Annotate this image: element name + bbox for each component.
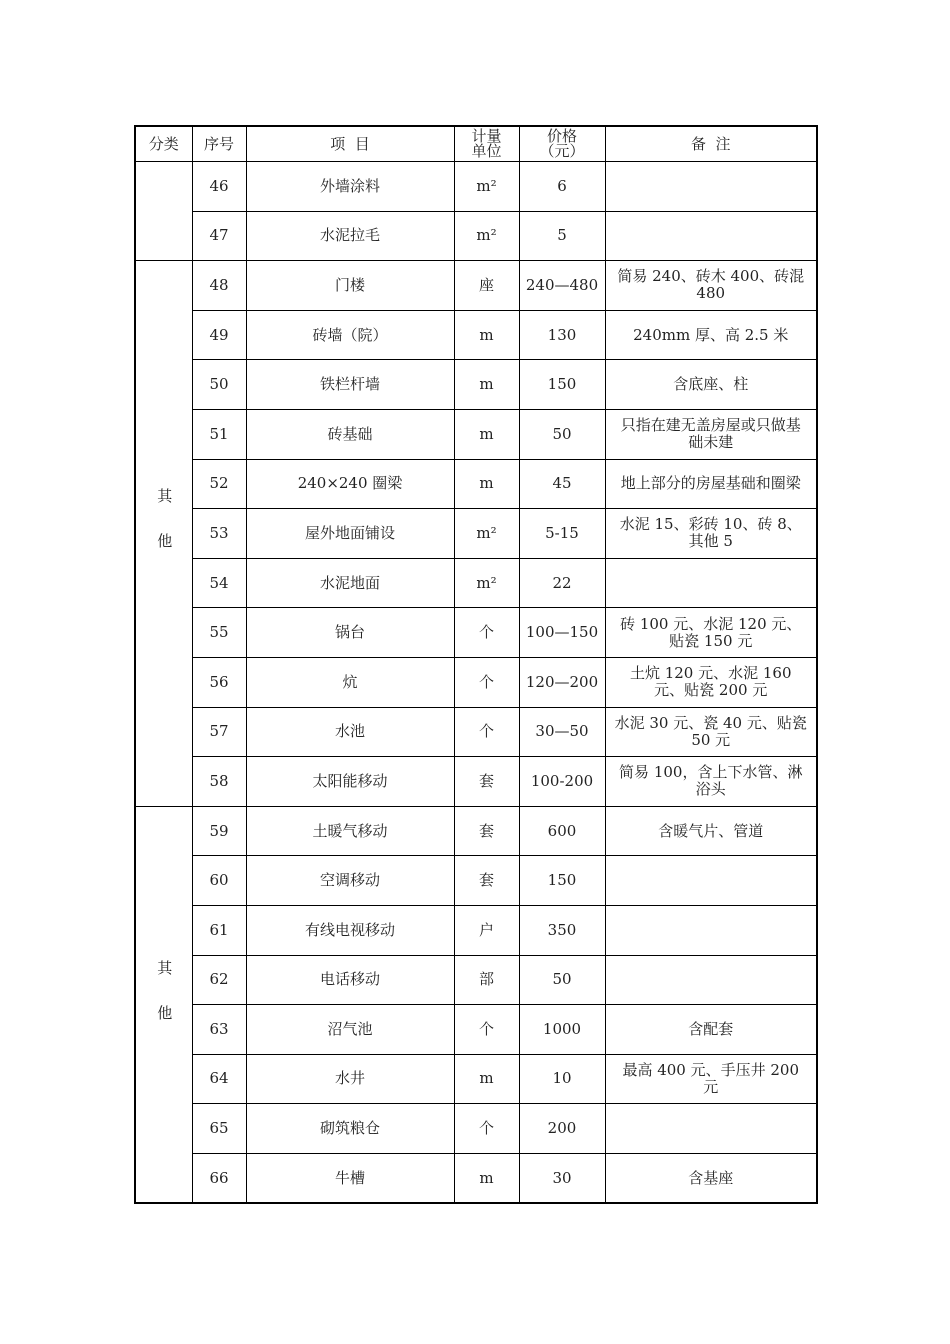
table-row	[135, 162, 817, 212]
seq-cell: 50	[192, 360, 246, 410]
price-cell: 50	[519, 409, 605, 459]
item-cell: 锅台	[246, 608, 454, 658]
table-row	[135, 707, 817, 757]
item-cell: 水泥地面	[246, 558, 454, 608]
table-row	[135, 261, 817, 311]
seq-cell: 48	[192, 261, 246, 311]
seq-cell: 55	[192, 608, 246, 658]
price-cell: 5	[519, 211, 605, 261]
note-cell: 含配套	[605, 1005, 817, 1055]
seq-cell: 49	[192, 310, 246, 360]
note-cell	[605, 558, 817, 608]
table-row	[135, 657, 817, 707]
category-cell	[135, 162, 192, 261]
unit-cell: 个	[454, 657, 519, 707]
price-cell: 6	[519, 162, 605, 212]
price-cell: 150	[519, 360, 605, 410]
seq-cell: 66	[192, 1153, 246, 1203]
price-cell: 30	[519, 1153, 605, 1203]
header-row	[135, 126, 817, 162]
table-row	[135, 310, 817, 360]
price-cell: 1000	[519, 1005, 605, 1055]
seq-cell: 62	[192, 955, 246, 1005]
table-row	[135, 1054, 817, 1104]
item-cell: 铁栏杆墙	[246, 360, 454, 410]
seq-cell: 57	[192, 707, 246, 757]
table-row	[135, 509, 817, 559]
item-cell: 水泥拉毛	[246, 211, 454, 261]
price-cell: 100-200	[519, 757, 605, 807]
unit-cell: m	[454, 1054, 519, 1104]
item-cell: 屋外地面铺设	[246, 509, 454, 559]
unit-cell: m²	[454, 558, 519, 608]
unit-cell: 户	[454, 905, 519, 955]
price-cell: 600	[519, 806, 605, 856]
price-table	[134, 125, 818, 1204]
seq-cell: 52	[192, 459, 246, 509]
seq-cell: 56	[192, 657, 246, 707]
header-category: 分类	[135, 126, 192, 162]
note-cell	[605, 905, 817, 955]
unit-cell: 套	[454, 856, 519, 906]
price-cell: 120—200	[519, 657, 605, 707]
price-cell: 45	[519, 459, 605, 509]
unit-cell: 套	[454, 757, 519, 807]
price-cell: 22	[519, 558, 605, 608]
price-cell: 100—150	[519, 608, 605, 658]
item-cell: 沼气池	[246, 1005, 454, 1055]
table-row	[135, 905, 817, 955]
note-cell: 含基座	[605, 1153, 817, 1203]
seq-cell: 53	[192, 509, 246, 559]
item-cell: 炕	[246, 657, 454, 707]
header-unit-line2: 单位	[471, 142, 502, 160]
seq-cell: 51	[192, 409, 246, 459]
unit-cell: m	[454, 360, 519, 410]
header-price-line2: （元）	[539, 142, 585, 160]
item-cell: 太阳能移动	[246, 757, 454, 807]
table-row	[135, 409, 817, 459]
note-cell: 简易 240、砖木 400、砖混 480	[605, 261, 817, 311]
seq-cell: 60	[192, 856, 246, 906]
note-cell: 土炕 120 元、水泥 160 元、贴瓷 200 元	[605, 657, 817, 707]
item-cell: 240×240 圈梁	[246, 459, 454, 509]
price-cell: 150	[519, 856, 605, 906]
item-cell: 有线电视移动	[246, 905, 454, 955]
seq-cell: 58	[192, 757, 246, 807]
item-cell: 外墙涂料	[246, 162, 454, 212]
price-table-body	[135, 126, 817, 1203]
item-cell: 空调移动	[246, 856, 454, 906]
item-cell: 电话移动	[246, 955, 454, 1005]
unit-cell: 座	[454, 261, 519, 311]
note-cell: 砖 100 元、水泥 120 元、贴瓷 150 元	[605, 608, 817, 658]
unit-cell: 个	[454, 1104, 519, 1154]
table-row	[135, 757, 817, 807]
unit-cell: 套	[454, 806, 519, 856]
unit-cell: 个	[454, 1005, 519, 1055]
note-cell: 地上部分的房屋基础和圈梁	[605, 459, 817, 509]
note-cell: 简易 100，含上下水管、淋浴头	[605, 757, 817, 807]
table-row	[135, 558, 817, 608]
category-cell: 其他	[135, 261, 192, 807]
unit-cell: m²	[454, 162, 519, 212]
table-row	[135, 1153, 817, 1203]
seq-cell: 65	[192, 1104, 246, 1154]
price-cell: 200	[519, 1104, 605, 1154]
price-cell: 10	[519, 1054, 605, 1104]
note-cell	[605, 1104, 817, 1154]
note-cell: 水泥 30 元、瓷 40 元、贴瓷 50 元	[605, 707, 817, 757]
price-cell: 130	[519, 310, 605, 360]
item-cell: 门楼	[246, 261, 454, 311]
seq-cell: 61	[192, 905, 246, 955]
unit-cell: 部	[454, 955, 519, 1005]
unit-cell: m²	[454, 509, 519, 559]
item-cell: 砌筑粮仓	[246, 1104, 454, 1154]
table-row	[135, 955, 817, 1005]
table-row	[135, 1104, 817, 1154]
header-price	[519, 126, 605, 162]
note-cell	[605, 955, 817, 1005]
header-seq: 序号	[192, 126, 246, 162]
item-cell: 水池	[246, 707, 454, 757]
unit-cell: 个	[454, 707, 519, 757]
table-row	[135, 459, 817, 509]
note-cell	[605, 162, 817, 212]
price-cell: 350	[519, 905, 605, 955]
table-row	[135, 856, 817, 906]
price-cell: 5-15	[519, 509, 605, 559]
unit-cell: m	[454, 459, 519, 509]
header-unit-line1: 计量	[471, 127, 502, 145]
note-cell: 只指在建无盖房屋或只做基础未建	[605, 409, 817, 459]
unit-cell: 个	[454, 608, 519, 658]
seq-cell: 47	[192, 211, 246, 261]
table-row	[135, 211, 817, 261]
seq-cell: 46	[192, 162, 246, 212]
price-cell: 30—50	[519, 707, 605, 757]
item-cell: 土暖气移动	[246, 806, 454, 856]
header-item: 项 目	[246, 126, 454, 162]
note-cell: 含暖气片、管道	[605, 806, 817, 856]
table-row	[135, 360, 817, 410]
header-unit	[454, 126, 519, 162]
note-cell	[605, 856, 817, 906]
note-cell: 水泥 15、彩砖 10、砖 8、其他 5	[605, 509, 817, 559]
table-row	[135, 806, 817, 856]
price-cell: 50	[519, 955, 605, 1005]
table-row	[135, 1005, 817, 1055]
item-cell: 砖基础	[246, 409, 454, 459]
note-cell: 最高 400 元、手压井 200 元	[605, 1054, 817, 1104]
note-cell	[605, 211, 817, 261]
unit-cell: m	[454, 310, 519, 360]
price-cell: 240—480	[519, 261, 605, 311]
note-cell: 240mm 厚、高 2.5 米	[605, 310, 817, 360]
unit-cell: m	[454, 1153, 519, 1203]
unit-cell: m²	[454, 211, 519, 261]
unit-cell: m	[454, 409, 519, 459]
header-note: 备 注	[605, 126, 817, 162]
seq-cell: 63	[192, 1005, 246, 1055]
item-cell: 砖墙（院）	[246, 310, 454, 360]
seq-cell: 54	[192, 558, 246, 608]
item-cell: 水井	[246, 1054, 454, 1104]
item-cell: 牛槽	[246, 1153, 454, 1203]
header-price-line1: 价格	[546, 127, 577, 145]
note-cell: 含底座、柱	[605, 360, 817, 410]
seq-cell: 64	[192, 1054, 246, 1104]
seq-cell: 59	[192, 806, 246, 856]
category-cell: 其他	[135, 806, 192, 1203]
table-row	[135, 608, 817, 658]
